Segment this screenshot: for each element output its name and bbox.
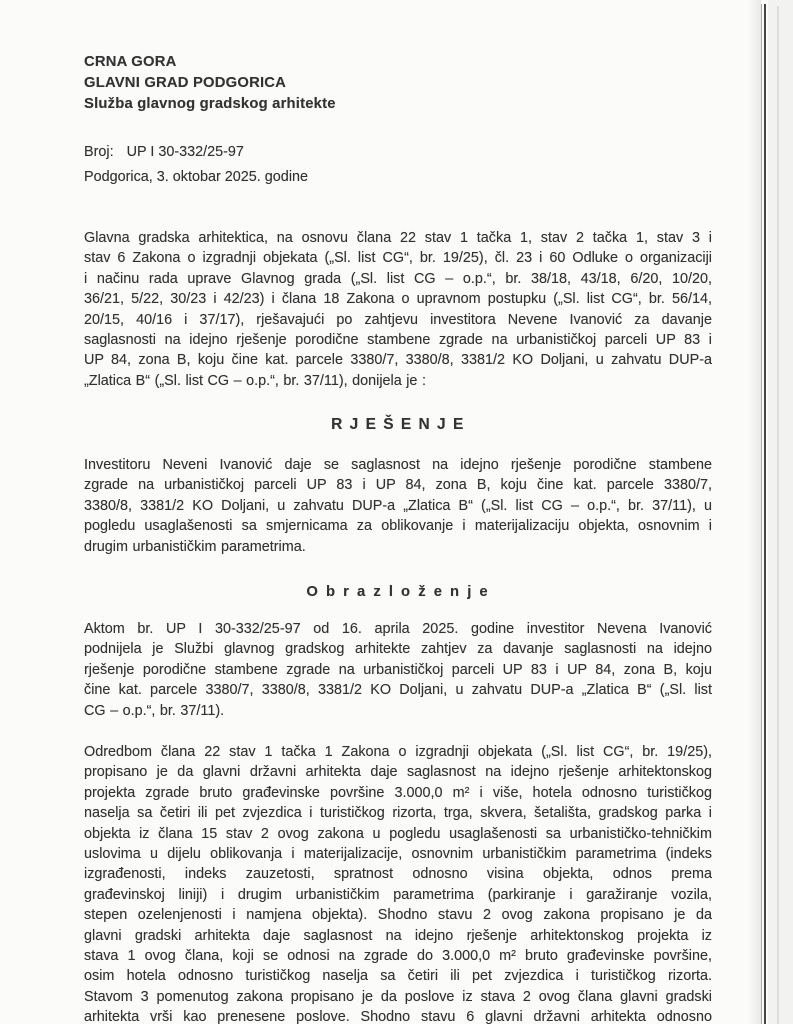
letterhead-office: Služba glavnog gradskog arhitekte bbox=[84, 96, 336, 112]
text-line: 36/21, 5/22, 30/23 i 42/23) i člana 18 Zakona o upravnom postupku („Sl. list CG“, br. 56/14, bbox=[84, 291, 712, 308]
text-line: CG – o.p.“, br. 37/11). bbox=[84, 702, 225, 719]
text-line: rješenje porodične stambene zgrade na urbanističkoj parceli UP 83 i UP 84, zona B, koju bbox=[84, 661, 712, 678]
text-line: drugim urbanističkim parametrima. bbox=[84, 538, 306, 555]
text-line: 20/15, 40/16 i 37/17), rješavajući po zahtjevu investitora Nevene Ivanović za davanje bbox=[84, 311, 712, 328]
document-number-value: UP I 30-332/25-97 bbox=[126, 144, 244, 160]
document-number-line bbox=[84, 140, 712, 165]
intro-paragraph bbox=[84, 228, 712, 391]
text-line: i načinu rada uprave Glavnog grada („Sl. list CG – o.p.“, br. 38/18, 43/18, 6/20, 10/20, bbox=[84, 270, 712, 287]
page-edge-shadow bbox=[748, 0, 761, 1024]
text-line: Odredbom člana 22 stav 1 tačka 1 Zakona o izgradnji objekata („Sl. list CG“, br. 19/25), bbox=[84, 744, 712, 760]
letterhead-country: CRNA GORA bbox=[84, 54, 177, 70]
text-line: pogledu usaglašenosti sa smjernicama za oblikovanje i materijalizaciju objekta, osnovnim i bbox=[84, 518, 712, 535]
text-line: 3380/8, 3381/2 KO Doljani, u zahvatu DUP-a „Zlatica B“ („Sl. list CG – o.p.“, br. 37/11), u bbox=[84, 497, 712, 514]
scanner-backing-line bbox=[777, 6, 779, 1024]
text-line: UP 84, zona B, koju čine kat. parcele 3380/7, 3380/8, 3381/2 KO Doljani, u zahvatu DUP-a bbox=[84, 352, 712, 369]
text-line: osim hotela odnosno turističkog naselja sa četiri ili pet zvjezdica i turističkog rizorta. bbox=[84, 968, 712, 985]
text-line: uslovima u dijelu oblikovanja i materijalizacije, osnovnim urbanističkim parametrima (indeks bbox=[84, 846, 712, 863]
document-number-label: Broj: bbox=[84, 144, 114, 160]
letterhead-city: GLAVNI GRAD PODGORICA bbox=[84, 75, 287, 91]
text-line: Aktom br. UP I 30-332/25-97 od 16. aprila 2025. godine investitor Nevena Ivanović bbox=[84, 621, 712, 637]
rationale-heading: O b r a z l o ž e n j e bbox=[306, 584, 490, 600]
text-line: stav 6 Zakona o izgradnji objekata („Sl. list CG“, br. 19/25), čl. 23 i 60 Odluke o organizaciji bbox=[84, 250, 712, 267]
text-line: propisano je da glavni državni arhitekta daje saglasnost na idejno rješenje arhitektonskog bbox=[84, 764, 712, 781]
text-line: projekta zgrade bruto građevinske površine 3.000,0 m² i više, hotela odnosno turističkog bbox=[84, 784, 712, 801]
text-line: saglasnosti na idejno rješenje porodične stambene zgrade na urbanističkoj parceli UP 83 i bbox=[84, 332, 712, 349]
scanner-backing bbox=[768, 0, 793, 1024]
text-line: naselja sa četiri ili pet zvjezdica i turističkog rizorta, trga, skvera, šetališta, gradskog parka i bbox=[84, 805, 712, 822]
scan-edge-dark-line bbox=[764, 4, 766, 1024]
rationale-paragraph-1 bbox=[84, 619, 712, 721]
place-date-line: Podgorica, 3. oktobar 2025. godine bbox=[84, 169, 309, 185]
decision-heading: R J E Š E N J E bbox=[331, 416, 465, 433]
text-line: glavni gradski arhitekta daje saglasnost na idejno rješenje arhitektonskog projekta iz bbox=[84, 927, 712, 944]
text-line: Investitoru Neveni Ivanović daje se saglasnost na idejno rješenje porodične stambene bbox=[84, 457, 712, 473]
text-line: stava 1 ovog člana, koji se odnosi na zgrade do 3.000,0 m² bruto građevinske površine, bbox=[84, 948, 712, 965]
text-line: čine kat. parcele 3380/7, 3380/8, 3381/2 KO Doljani, u zahvatu DUP-a „Zlatica B“ („Sl. list bbox=[84, 682, 712, 699]
text-line: objekta iz člana 15 stav 2 ovog zakona u pogledu usaglašenosti sa urbanističko-tehničkim bbox=[84, 825, 712, 842]
document-meta bbox=[84, 140, 712, 190]
text-line: podnijela je Službi glavnog gradskog arhitekte zahtjev za davanje saglasnosti na idejno bbox=[84, 641, 712, 658]
scan-edge-thin-line bbox=[761, 4, 762, 1024]
letterhead bbox=[84, 52, 712, 115]
rationale-paragraph-2 bbox=[84, 742, 712, 1024]
text-line: arhitekta vrši kao prenesene poslove. Shodno stavu 6 glavni državni arhitekta odnosno bbox=[84, 1009, 712, 1024]
text-line: zgrade na urbanističkoj parceli UP 83 i UP 84, zona B, koju čine kat. parcele 3380/7, bbox=[84, 477, 712, 494]
text-line: građevinskoj liniji) i drugim urbanističkim parametrima (parkiranje i garažiranje vozila, bbox=[84, 886, 712, 903]
text-line: izgrađenosti, indeks zauzetosti, spratnost odnosno visina objekta, odnos prema bbox=[84, 866, 712, 883]
decision-paragraph bbox=[84, 455, 712, 557]
text-line: „Zlatica B“ („Sl. list CG – o.p.“, br. 37/11), donijela je : bbox=[84, 372, 426, 389]
text-line: Stavom 3 pomenutog zakona propisano je da poslove iz stava 2 ovog člana glavni gradski bbox=[84, 988, 712, 1005]
text-line: stepen ozelenjenosti i namjena objekta). Shodno stavu 2 ovog zakona propisano je da bbox=[84, 907, 712, 924]
text-line: Glavna gradska arhitektica, na osnovu člana 22 stav 1 tačka 1, stav 2 tačka 1, stav 3 i bbox=[84, 230, 712, 246]
